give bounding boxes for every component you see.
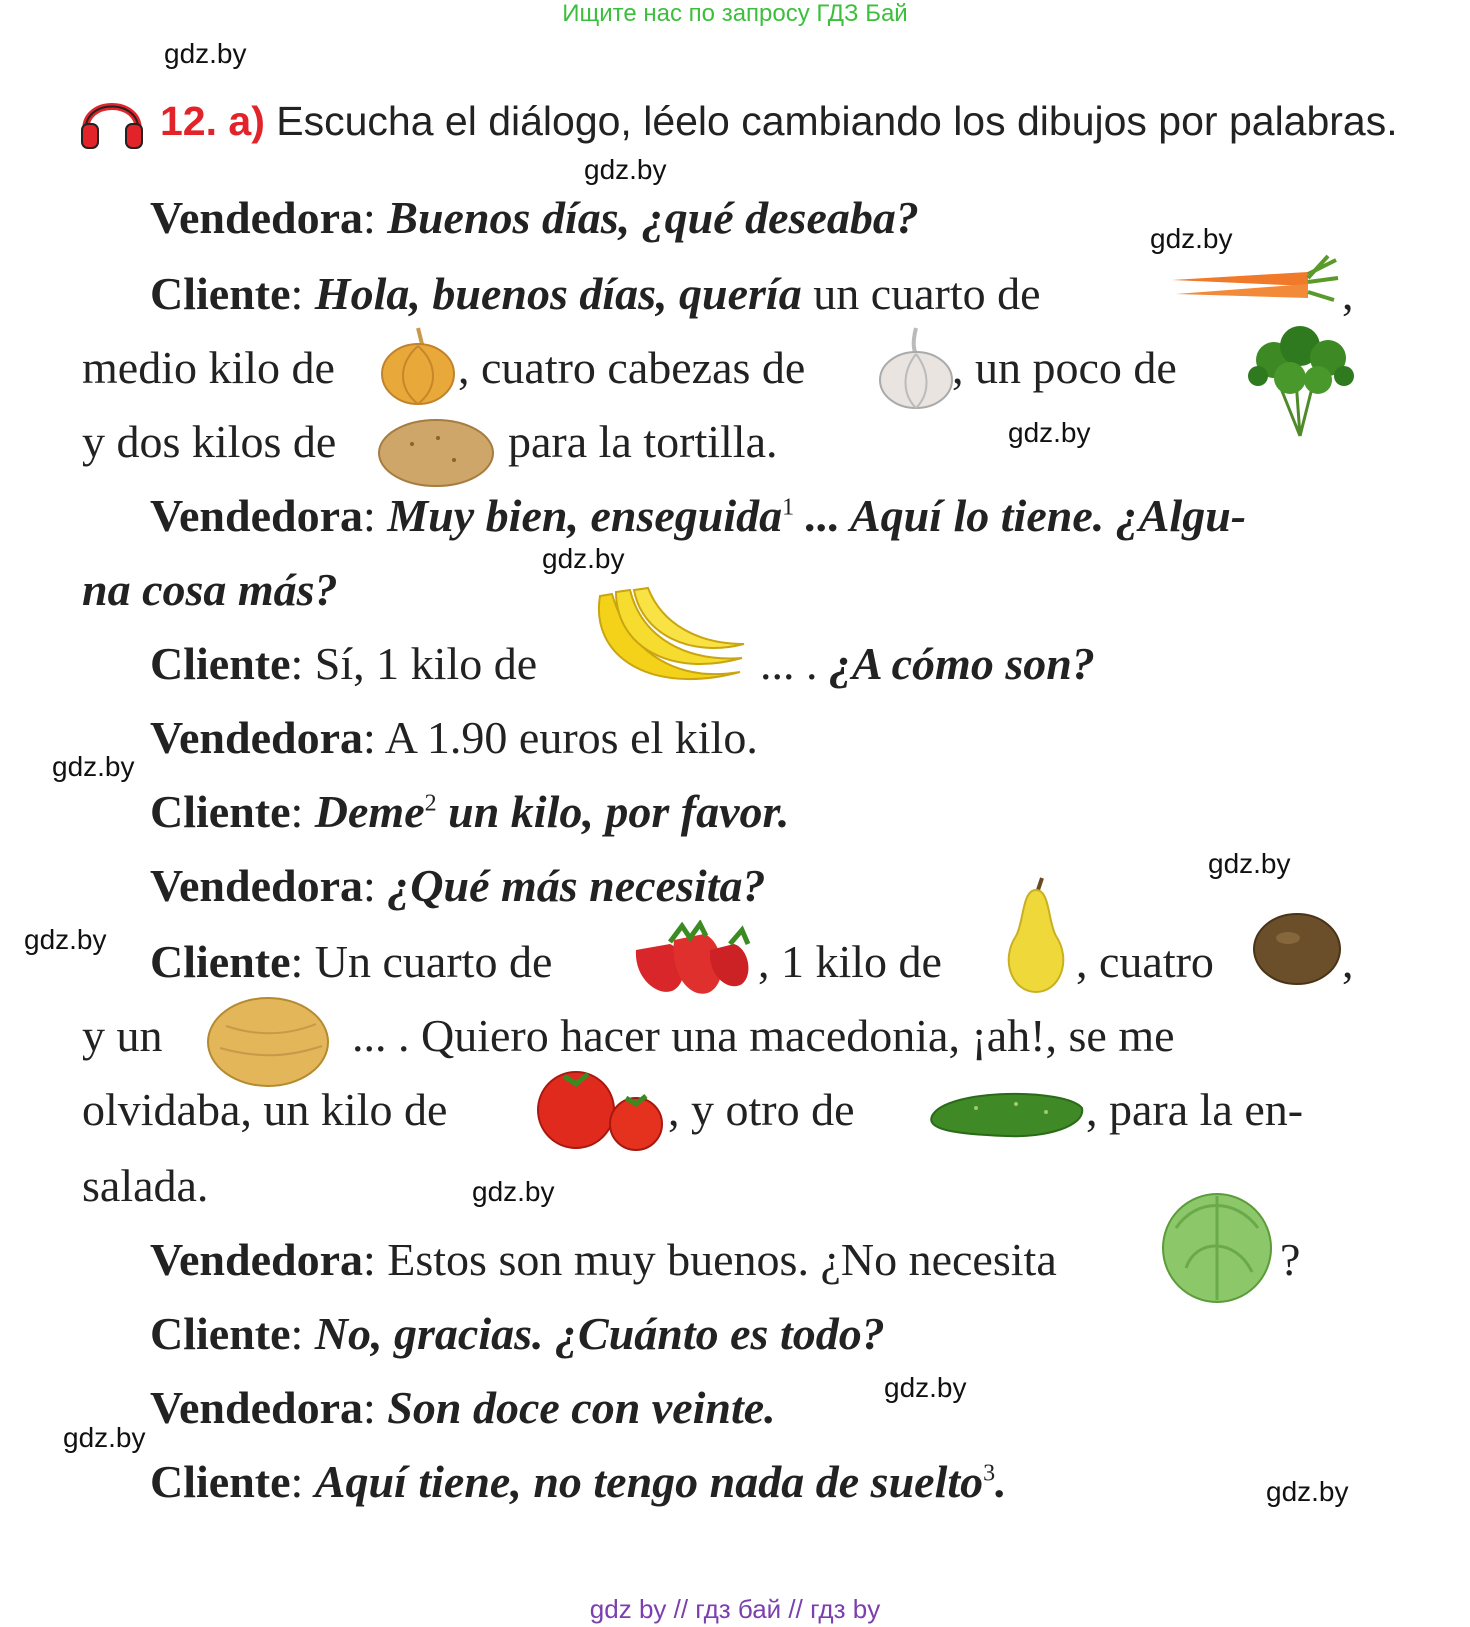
watermark: gdz.by — [1208, 848, 1291, 879]
text-fragment: , y otro de — [668, 1084, 855, 1135]
potato-icon — [376, 416, 496, 490]
text-fragment: , cuatro — [1076, 936, 1214, 987]
dialogue-line: ... . ¿A cómo son? — [760, 638, 1095, 689]
carrot-icon — [1168, 252, 1340, 316]
text-fragment: , — [1342, 936, 1354, 987]
cucumber-icon — [926, 1086, 1086, 1140]
parsley-icon — [1244, 320, 1356, 438]
watermark: gdz.by — [52, 751, 135, 782]
dialogue-line: Vendedora: A 1.90 euros el kilo. — [150, 712, 758, 763]
task-instruction: Escucha el diálogo, léelo cambiando los dibujos por palabras. — [276, 98, 1398, 144]
text-fragment: , — [1342, 268, 1354, 319]
text-fragment: y dos kilos de — [82, 416, 337, 467]
watermark: gdz.by — [1150, 223, 1233, 254]
watermark: gdz.by — [24, 924, 107, 955]
text-fragment: , para la en- — [1086, 1084, 1304, 1135]
dialogue-line: Vendedora: Buenos días, ¿qué deseaba? — [150, 192, 919, 243]
watermark: gdz.by — [884, 1372, 967, 1403]
dialogue-line: Vendedora: Muy bien, enseguida$^1$ ... Aquí lo tiene. ¿Algu- — [150, 490, 1247, 541]
task-heading — [160, 96, 1398, 146]
banana-icon — [590, 586, 748, 702]
dialogue-line: Cliente: Hola, buenos días, quería un cuarto de — [150, 268, 1041, 319]
tomato-icon — [534, 1066, 666, 1152]
dialogue-line: Cliente: Aquí tiene, no tengo nada de suelto$^3$. — [150, 1456, 1007, 1507]
dialogue-line: Vendedora: Estos son muy buenos. ¿No necesita — [150, 1234, 1057, 1285]
dialogue-line: Vendedora: Son doce con veinte. — [150, 1382, 776, 1433]
watermark: gdz.by — [164, 38, 247, 69]
text-fragment: medio kilo de — [82, 342, 335, 393]
text-fragment: ? — [1280, 1234, 1301, 1285]
dialogue-line: Cliente: Sí, 1 kilo de — [150, 638, 538, 689]
text-fragment: salada. — [82, 1160, 209, 1211]
top-banner: Ищите нас по запросу ГДЗ Бай — [562, 0, 908, 27]
watermark: gdz.by — [584, 154, 667, 185]
kiwi-icon — [1252, 912, 1342, 986]
watermark: gdz.by — [63, 1422, 146, 1453]
text-fragment: , 1 kilo de — [758, 936, 942, 987]
watermark: gdz.by — [542, 543, 625, 574]
text-fragment: , un poco de — [952, 342, 1177, 393]
watermark: gdz.by — [1266, 1476, 1349, 1507]
strawberry-icon — [630, 920, 754, 1002]
dialogue-line: Cliente: Deme$^2$ un kilo, por favor. — [150, 786, 790, 837]
text-fragment: para la tortilla. — [508, 416, 778, 467]
dialogue-line: na cosa más? — [82, 564, 338, 615]
text-fragment: y un — [82, 1010, 163, 1061]
text-fragment: ... . Quiero hacer una macedonia, ¡ah!, se me — [352, 1010, 1175, 1061]
watermark: gdz.by — [472, 1176, 555, 1207]
headphones-icon — [78, 88, 146, 152]
cabbage-icon — [1156, 1188, 1278, 1304]
dialogue-line: Vendedora: ¿Qué más necesita? — [150, 860, 766, 911]
dialogue-line: Cliente: Un cuarto de — [150, 936, 553, 987]
watermark: gdz.by — [1008, 417, 1091, 448]
garlic-icon — [876, 324, 956, 410]
dialogue-line: Cliente: No, gracias. ¿Cuánto es todo? — [150, 1308, 885, 1359]
footer-watermark: gdz by // гдз бай // гдз by — [589, 1594, 881, 1624]
pear-icon — [998, 876, 1074, 996]
onion-icon — [378, 324, 458, 406]
task-number: 12. a) — [160, 98, 265, 144]
melon-icon — [206, 996, 330, 1088]
text-fragment: , cuatro cabezas de — [458, 342, 806, 393]
text-fragment: olvidaba, un kilo de — [82, 1084, 448, 1135]
